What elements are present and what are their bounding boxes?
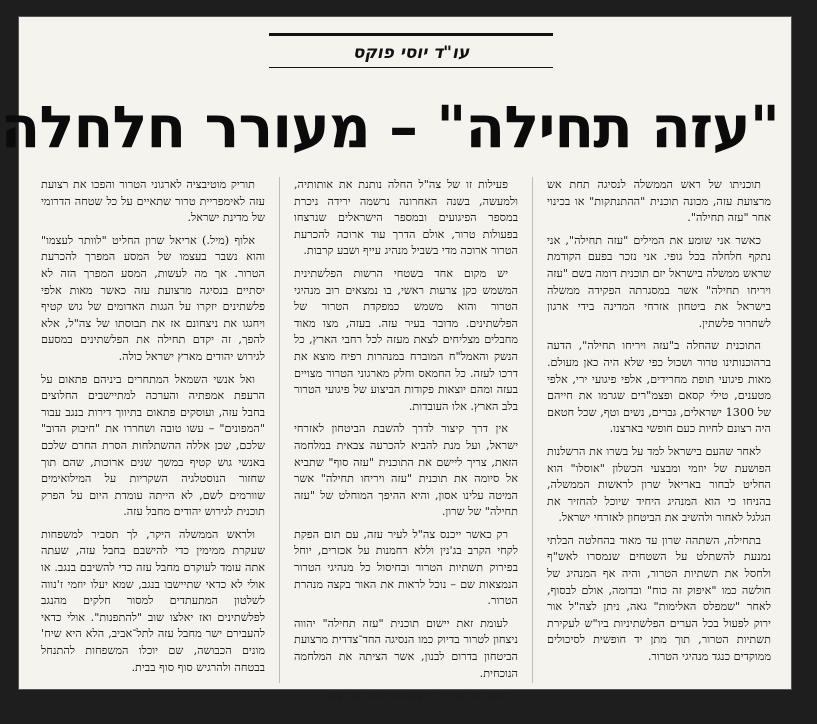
article-body [41,177,772,703]
column-divider [532,177,533,683]
article-column-3 [41,177,265,683]
paragraph: פעילות זו של צה"ל החלה נותנת את אותותיה, ולמעשה, בשנה האחרונה נרשמה ירידה ניכרת במספר הפיגועים ובמספר הישראלים שנרצחו בפעולות טרור, אולם הדרך עוד ארוכה להכרעת הטרור ארוכה מדי בשביל מנהיג עייף ושבע קרבות. [294,178,518,258]
column-divider [279,177,280,683]
paragraph: אלוף (מיל.) אריאל שרון החליט "לוותר לעצמו" והוא נשבר בעצמו של המסע המפרך להכרעת הטרור. אך מה לעשות, המסע המפרך הזה לא יסתיים בנסיגה מרצועת עזה כאשר מאות אלפי פלשתינים יזקרו על הגגות האדומים של גוש קטיף ויחגגו את ניצחונם אז את תבוסתו של צה"ל, אלא להפך, זה יקדם תחילה את הפלשתינים במסעם לגירוש יהודים מארץ ישראל כולה. [41,233,265,363]
byline: עו"ד יוסי פוקס [352,43,470,63]
byline-bottom-rule [269,67,553,68]
paragraph: כאשר אני שומע את המילים "עזה תחילה", אני נתקף חלחלה בכל גופי. אני נזכר בפעם הקודמת שראש ממשלה בישראל יזם תוכנית דומה בשם "עזה ויריחו תחילה" אשר במסגרתה הפקידה ממשלה בישראל את ביטחון אזרחי המדינה בידי ארגון לשחרור פלשתין. [547,233,771,330]
paragraph: לעומת זאת יישום תוכנית "עזה תחילה" יהווה ניצחון לטרור בדיוק כמו הנסיגה החד־צדדית מרצועת הביטחון בדרום לבנון, אשר הציתה את המלחמה הנוכחית. [294,616,518,680]
paragraph: תוכניתו של ראש הממשלה לנסיגה תחת אש מרצועת עזה, מכונה תוכנית "ההתנתקות" או בכינוי אחר "עזה תחילה". [547,178,771,225]
paragraph: התוכנית שהחלה ב"עזה ויריחו תחילה", הדעה ברהוכנותינו טרור ושכול כפי שלא היה כאן מעולם. מאות פיגועי תופת מחרידים, אלפי פיגועי ירי, אלפי מטענים, טילי קסאם ופצמ"רים שגרמו את חייהם של 1300 ישראלים, גברים, נשים וטף, שכל חטאם היה רצונם לחיות כעם חופשי בארצנו. [547,339,772,436]
headline: "עזה תחילה" – מעורר חלחלה [0,93,779,161]
paragraph: ואל אנשי השמאל המתחרים ביניהם פתאום על הרעפת אמפתיה והערכה למתיישבים החלוצים בחבל עזה, ועוסקים פתאום בתיווך דירות בנגב עבור "המפונים" – עשו טובה ושחררו את "חיבוק הדוב" שלכם, שכן אללה ההשתלחות הסרת החרם שלכם באנשי גוש קטיף במשך שנים ארוכות, שהם תוך שחזור הנוסטלגיה השקריות על המילואימים שוורמים לשם, לא הייתה עומדת היום על הפרק תוכנית לגירוש יהודים מחבל עזה. [41,372,265,519]
article-column-2 [294,177,518,703]
paragraph: בתחילה, השתהה שרון עד מאוד בהחלטה הבלתי נמנעת להשתלט על השטחים שנמסרו לאש"ף ולחסל את תשתיות הטרור, והיה אף המנהיג של חולשה כמו "איפוק זה כוח" ובדומה, אולם לבסוף, לאחר "שמפלס האלימות" גאה, ניתן לצה"ל אור ירוק לפעול בכל הערים הפלשתיניות ביו"ש לעקירת תשתיות הטרור, תוך מתן יד חופשית לסיכולים ממוקדים כנגד מנהיגי הטרור. [547,533,771,664]
article-column-1 [547,177,771,683]
newspaper-clipping [0,17,791,703]
paragraph: רק כאשר ייכנס צה"ל לעיר עזה, עם תום הפקת לקחי הקרב בג'נין וללא רחמנות על אכזרים, יוחל בפירוק תשתיות הטרור ובחיסול כל מנהיגי הטרור הנמצאות שם – נוכל לראות את האור בקצה מנהרת הטרור. [294,527,518,608]
byline-top-rule [269,33,553,36]
paragraph: לאחר שהעם בישראל למד על בשרו את הרשלנות הפושעת של יוזמי ומבצעי הכשלון "אוסלו" הוא החליט לבחור באריאל שרון לראשות הממשלה, בהניחו כי הוא המנהיג היחיד שיוכל להחזיר את הגלגל לאחור ולהשיב את הביטחון לאזרחי ישראל. [547,444,771,525]
paragraph: תוריק מוטיבציה לארגוני הטרור והפכו את רצועת עזה לאימפריית טרור שתאיים על כל שטחה הדרומי של מדינת ישראל. [41,178,265,225]
paragraph: יש מקום אחד בשטחי הרשות הפלשתינית המשמש כקן צרעות ראשי, בו נמצאים רוב מנהיגי הטרור והוא משמש כמפקדת הטרור של הפלשתינים. מדובר בעיר עזה. בעזה, מצו מאוד מחבלים מצליחים לצאת מעזה לכל רחבי הארץ, כל הנשק והאמל"ח המוברח במנהרות רפיח מוצא את דרכו לעזה. כל החמאס וחלק מארגוני הטרור מצויים בעזה ומהם יוצאות פקודות הביצוע של פיגועי הטרור בלב הארץ. אלו העובדות. [294,266,518,413]
paragraph: אין דרך קיצור לדרך להשבת הביטחון לאזרחי ישראל, ועל מנת להביא להכרעה צבאית במלחמה הזאת, צריך ליישם את התוכנית "עזה סוף" שתביא אל סיומה את תוכנית "עזה ויריחו תחילה" אשר המיטה עלינו אסון, והיא ההיפך המוחלט של "עזה תחילה" של שרון. [294,422,518,519]
paragraph: ולראש הממשלה היקר, לך תסביר למשפחות שעקרת ממימין כדי להישבם בחבל עזה, שעתה אתה עומד לעוקרם מחבל עזה כדי להשיבם בנגב. או אולי לא כדאי שתיישבו בנגב, שמא יעלו יוזמי ז'נווה לשלטון המתעתדים למסור חלקים מהנגב לפלשתינים ואז יאלצו שוב "להתפנות". אולי כדאי להעבירם ישר מחבל עזה לתל־אביב, הלא היא שיח' מונים הכבושה, שם יוכלו המשפחות להתנחל בבטחה ולהרגיש סוף סוף בבית. [41,527,265,674]
paragraph: נסיגה חד־צדדית מרצועת הביטחון של עזה, [324,689,508,703]
